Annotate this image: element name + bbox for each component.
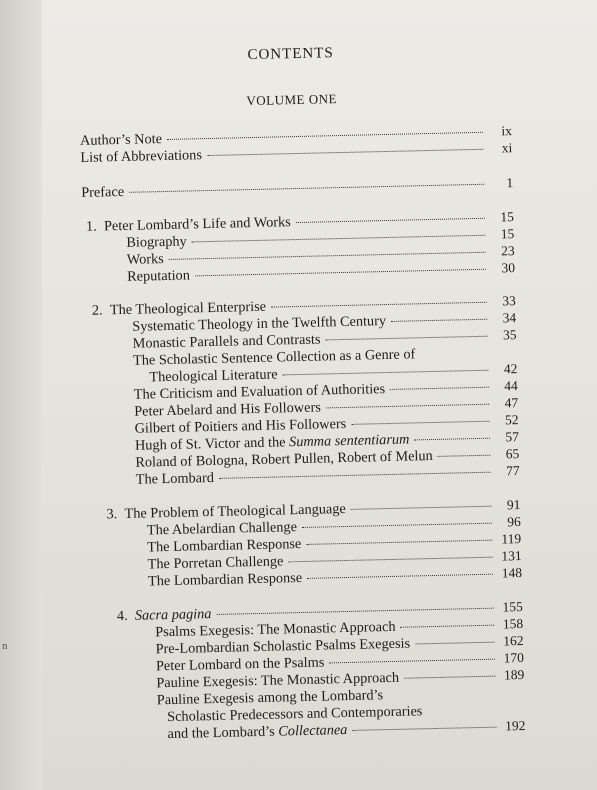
toc-section: Systematic Theology in the Twelfth Century 34 — [132, 310, 517, 335]
toc-section: Peter Abelard and His Followers 47 — [134, 395, 519, 420]
volume-heading: VOLUME ONE — [246, 91, 338, 109]
toc-chapter-3: 3. The Problem of Theological Language 91 — [106, 497, 521, 523]
toc-section: The Porretan Challenge 131 — [147, 548, 522, 573]
toc-chapter-4: 4. Sacra pagina 155 — [116, 599, 523, 625]
toc-section: Pauline Exegesis among the Lombard’s — [156, 687, 384, 709]
toc-section: Peter Lombard on the Psalms 170 — [155, 649, 525, 675]
toc-entry-preface: Preface 1 — [81, 175, 514, 201]
toc-section: The Lombardian Response 119 — [147, 531, 522, 556]
edge-mark: n — [2, 640, 8, 652]
toc-section: The Lombard 77 — [135, 463, 520, 488]
toc-section: Pauline Exegesis: The Monastic Approach 189 — [156, 666, 525, 692]
toc-section: The Criticism and Evaluation of Authorities 44 — [133, 378, 518, 403]
toc-chapter-2: 2. The Theological Enterprise 33 — [91, 293, 516, 319]
toc-section: Biography 15 — [126, 226, 515, 251]
toc-section-continued: Scholastic Predecessors and Contemporaries — [166, 703, 423, 726]
toc-section: Works 23 — [126, 243, 515, 268]
toc-section: Reputation 30 — [126, 260, 516, 285]
toc-section: The Abelardian Challenge 96 — [146, 514, 521, 539]
toc-section: Psalms Exegesis: The Monastic Approach 158 — [155, 615, 524, 641]
toc-section: Monastic Parallels and Contrasts 35 — [132, 327, 517, 352]
toc-entry-authors-note: Author’s Note ix — [79, 123, 513, 149]
toc-chapter-1: 1. Peter Lombard’s Life and Works 15 — [85, 209, 515, 235]
toc-section: Gilbert of Poitiers and His Followers 52 — [134, 412, 519, 437]
contents-heading: CONTENTS — [247, 45, 334, 64]
toc-section: Roland of Bologna, Robert Pullen, Robert of Melun 65 — [135, 446, 520, 471]
toc-section: The Lombardian Response 148 — [147, 565, 523, 590]
toc-section-continued: Theological Literature 42 — [149, 361, 518, 386]
toc-section: Hugh of St. Victor and the Summa sententiarum 57 — [134, 429, 520, 454]
toc-section: Pre-Lombardian Scholastic Psalms Exegesis 162 — [155, 632, 524, 658]
toc-entry-abbreviations: List of Abbreviations xi — [80, 140, 513, 166]
toc-section-continued: and the Lombard’s Collectanea 192 — [167, 717, 526, 743]
toc-section: The Scholastic Sentence Collection as a Genre of — [132, 346, 416, 369]
